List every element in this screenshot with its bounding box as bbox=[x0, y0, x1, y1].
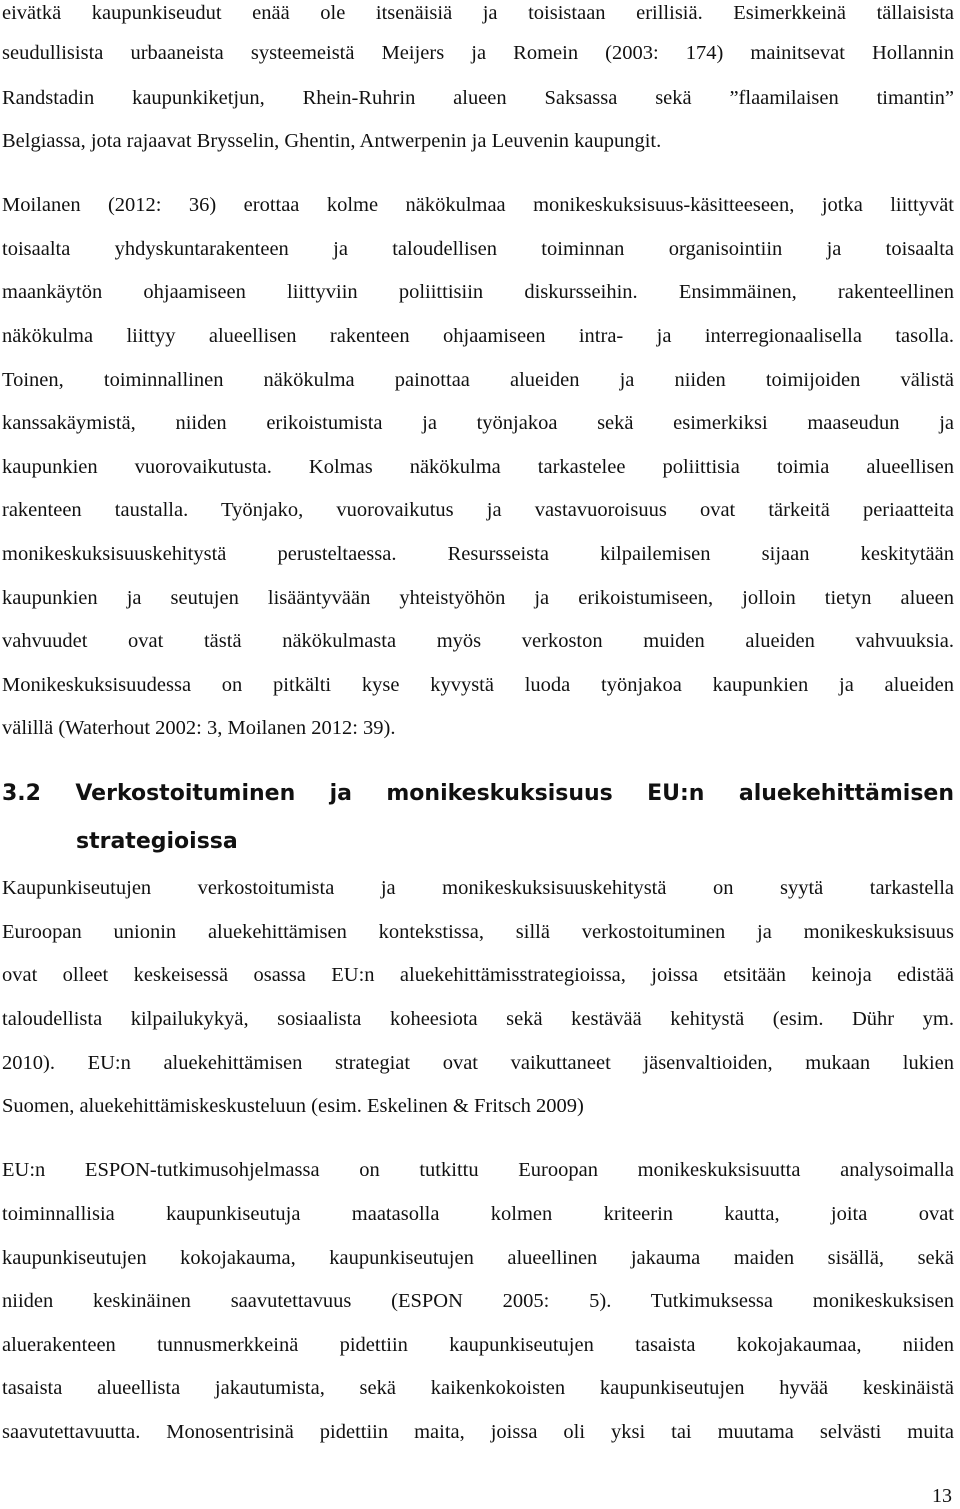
text-line: eivätkä kaupunkiseudut enää ole itsenäisiä ja toisistaan erillisiä. Esimerkkeinä tällaisista bbox=[2, 2, 954, 24]
text-line: näkökulma liittyy alueellisen rakenteen ohjaamiseen intra- ja interregionaalisella tasolla. bbox=[2, 325, 954, 347]
text-line: 2010). EU:n aluekehittämisen strategiat ovat vaikuttaneet jäsenvaltioiden, mukaan lukien bbox=[2, 1052, 954, 1074]
text-line: Kaupunkiseutujen verkostoitumista ja monikeskuksisuuskehitystä on syytä tarkastella bbox=[2, 877, 954, 899]
text-line: kanssakäymistä, niiden erikoistumista ja työnjakoa sekä esimerkiksi maaseudun ja bbox=[2, 412, 954, 434]
text-line: Randstadin kaupunkiketjun, Rhein-Ruhrin alueen Saksassa sekä ”flaamilaisen timantin” bbox=[2, 87, 954, 109]
heading-line-2: strategioissa bbox=[76, 829, 238, 854]
text-line: taloudellista kilpailukykyä, sosiaalista koheesiota sekä kestävää kehitystä (esim. Dühr ym. bbox=[2, 1008, 954, 1030]
text-line: Euroopan unionin aluekehittämisen kontekstissa, sillä verkostoituminen ja monikeskuksisuus bbox=[2, 921, 954, 943]
text-line: saavutettavuutta. Monosentrisinä pidettiin maita, joissa oli yksi tai muutama selvästi muita bbox=[2, 1421, 954, 1443]
text-line: välillä (Waterhout 2002: 3, Moilanen 2012: 39). bbox=[2, 717, 396, 739]
heading-line-1: 3.2 Verkostoituminen ja monikeskuksisuus EU:n aluekehittämisen bbox=[2, 781, 954, 806]
text-line: ovat olleet keskeisessä osassa EU:n aluekehittämisstrategioissa, joissa etsitään keinoja edistää bbox=[2, 964, 954, 986]
text-line: niiden keskinäinen saavutettavuus (ESPON 2005: 5). Tutkimuksessa monikeskuksisen bbox=[2, 1290, 954, 1312]
text-line: Monikeskuksisuudessa on pitkälti kyse kyvystä luoda työnjakoa kaupunkien ja alueiden bbox=[2, 674, 954, 696]
text-line: kaupunkiseutujen kokojakauma, kaupunkiseutujen alueellinen jakauma maiden sisällä, sekä bbox=[2, 1247, 954, 1269]
text-line: kaupunkien vuorovaikutusta. Kolmas näkökulma tarkastelee poliittisia toimia alueellisen bbox=[2, 456, 954, 478]
text-line: tasaista alueellista jakautumista, sekä kaikenkokoisten kaupunkiseutujen hyvää keskinäistä bbox=[2, 1377, 954, 1399]
text-line: Toinen, toiminnallinen näkökulma painottaa alueiden ja niiden toimijoiden välistä bbox=[2, 369, 954, 391]
text-line: aluerakenteen tunnusmerkkeinä pidettiin kaupunkiseutujen tasaista kokojakaumaa, niiden bbox=[2, 1334, 954, 1356]
text-line: maankäytön ohjaamiseen liittyviin poliittisiin diskursseihin. Ensimmäinen, rakenteellinen bbox=[2, 281, 954, 303]
text-line: monikeskuksisuuskehitystä perusteltaessa. Resursseista kilpailemisen sijaan keskitytään bbox=[2, 543, 954, 565]
text-line: Suomen, aluekehittämiskeskusteluun (esim. Eskelinen & Fritsch 2009) bbox=[2, 1095, 584, 1117]
text-line: seudullisista urbaaneista systeemeistä Meijers ja Romein (2003: 174) mainitsevat Hollannin bbox=[2, 42, 954, 64]
text-line: EU:n ESPON-tutkimusohjelmassa on tutkittu Euroopan monikeskuksisuutta analysoimalla bbox=[2, 1159, 954, 1181]
page-number: 13 bbox=[932, 1485, 952, 1507]
text-line: kaupunkien ja seutujen lisääntyvään yhteistyöhön ja erikoistumiseen, jolloin tietyn alueen bbox=[2, 587, 954, 609]
text-line: rakenteen taustalla. Työnjako, vuorovaikutus ja vastavuoroisuus ovat tärkeitä periaatteita bbox=[2, 499, 954, 521]
text-line: vahvuudet ovat tästä näkökulmasta myös verkoston muiden alueiden vahvuuksia. bbox=[2, 630, 954, 652]
text-line: toiminnallisia kaupunkiseutuja maatasolla kolmen kriteerin kautta, joita ovat bbox=[2, 1203, 954, 1225]
text-line: Moilanen (2012: 36) erottaa kolme näkökulmaa monikeskuksisuus-käsitteeseen, jotka liittyvät bbox=[2, 194, 954, 216]
text-line: toisaalta yhdyskuntarakenteen ja taloudellisen toiminnan organisointiin ja toisaalta bbox=[2, 238, 954, 260]
text-line: Belgiassa, jota rajaavat Brysselin, Ghentin, Antwerpenin ja Leuvenin kaupungit. bbox=[2, 130, 662, 152]
